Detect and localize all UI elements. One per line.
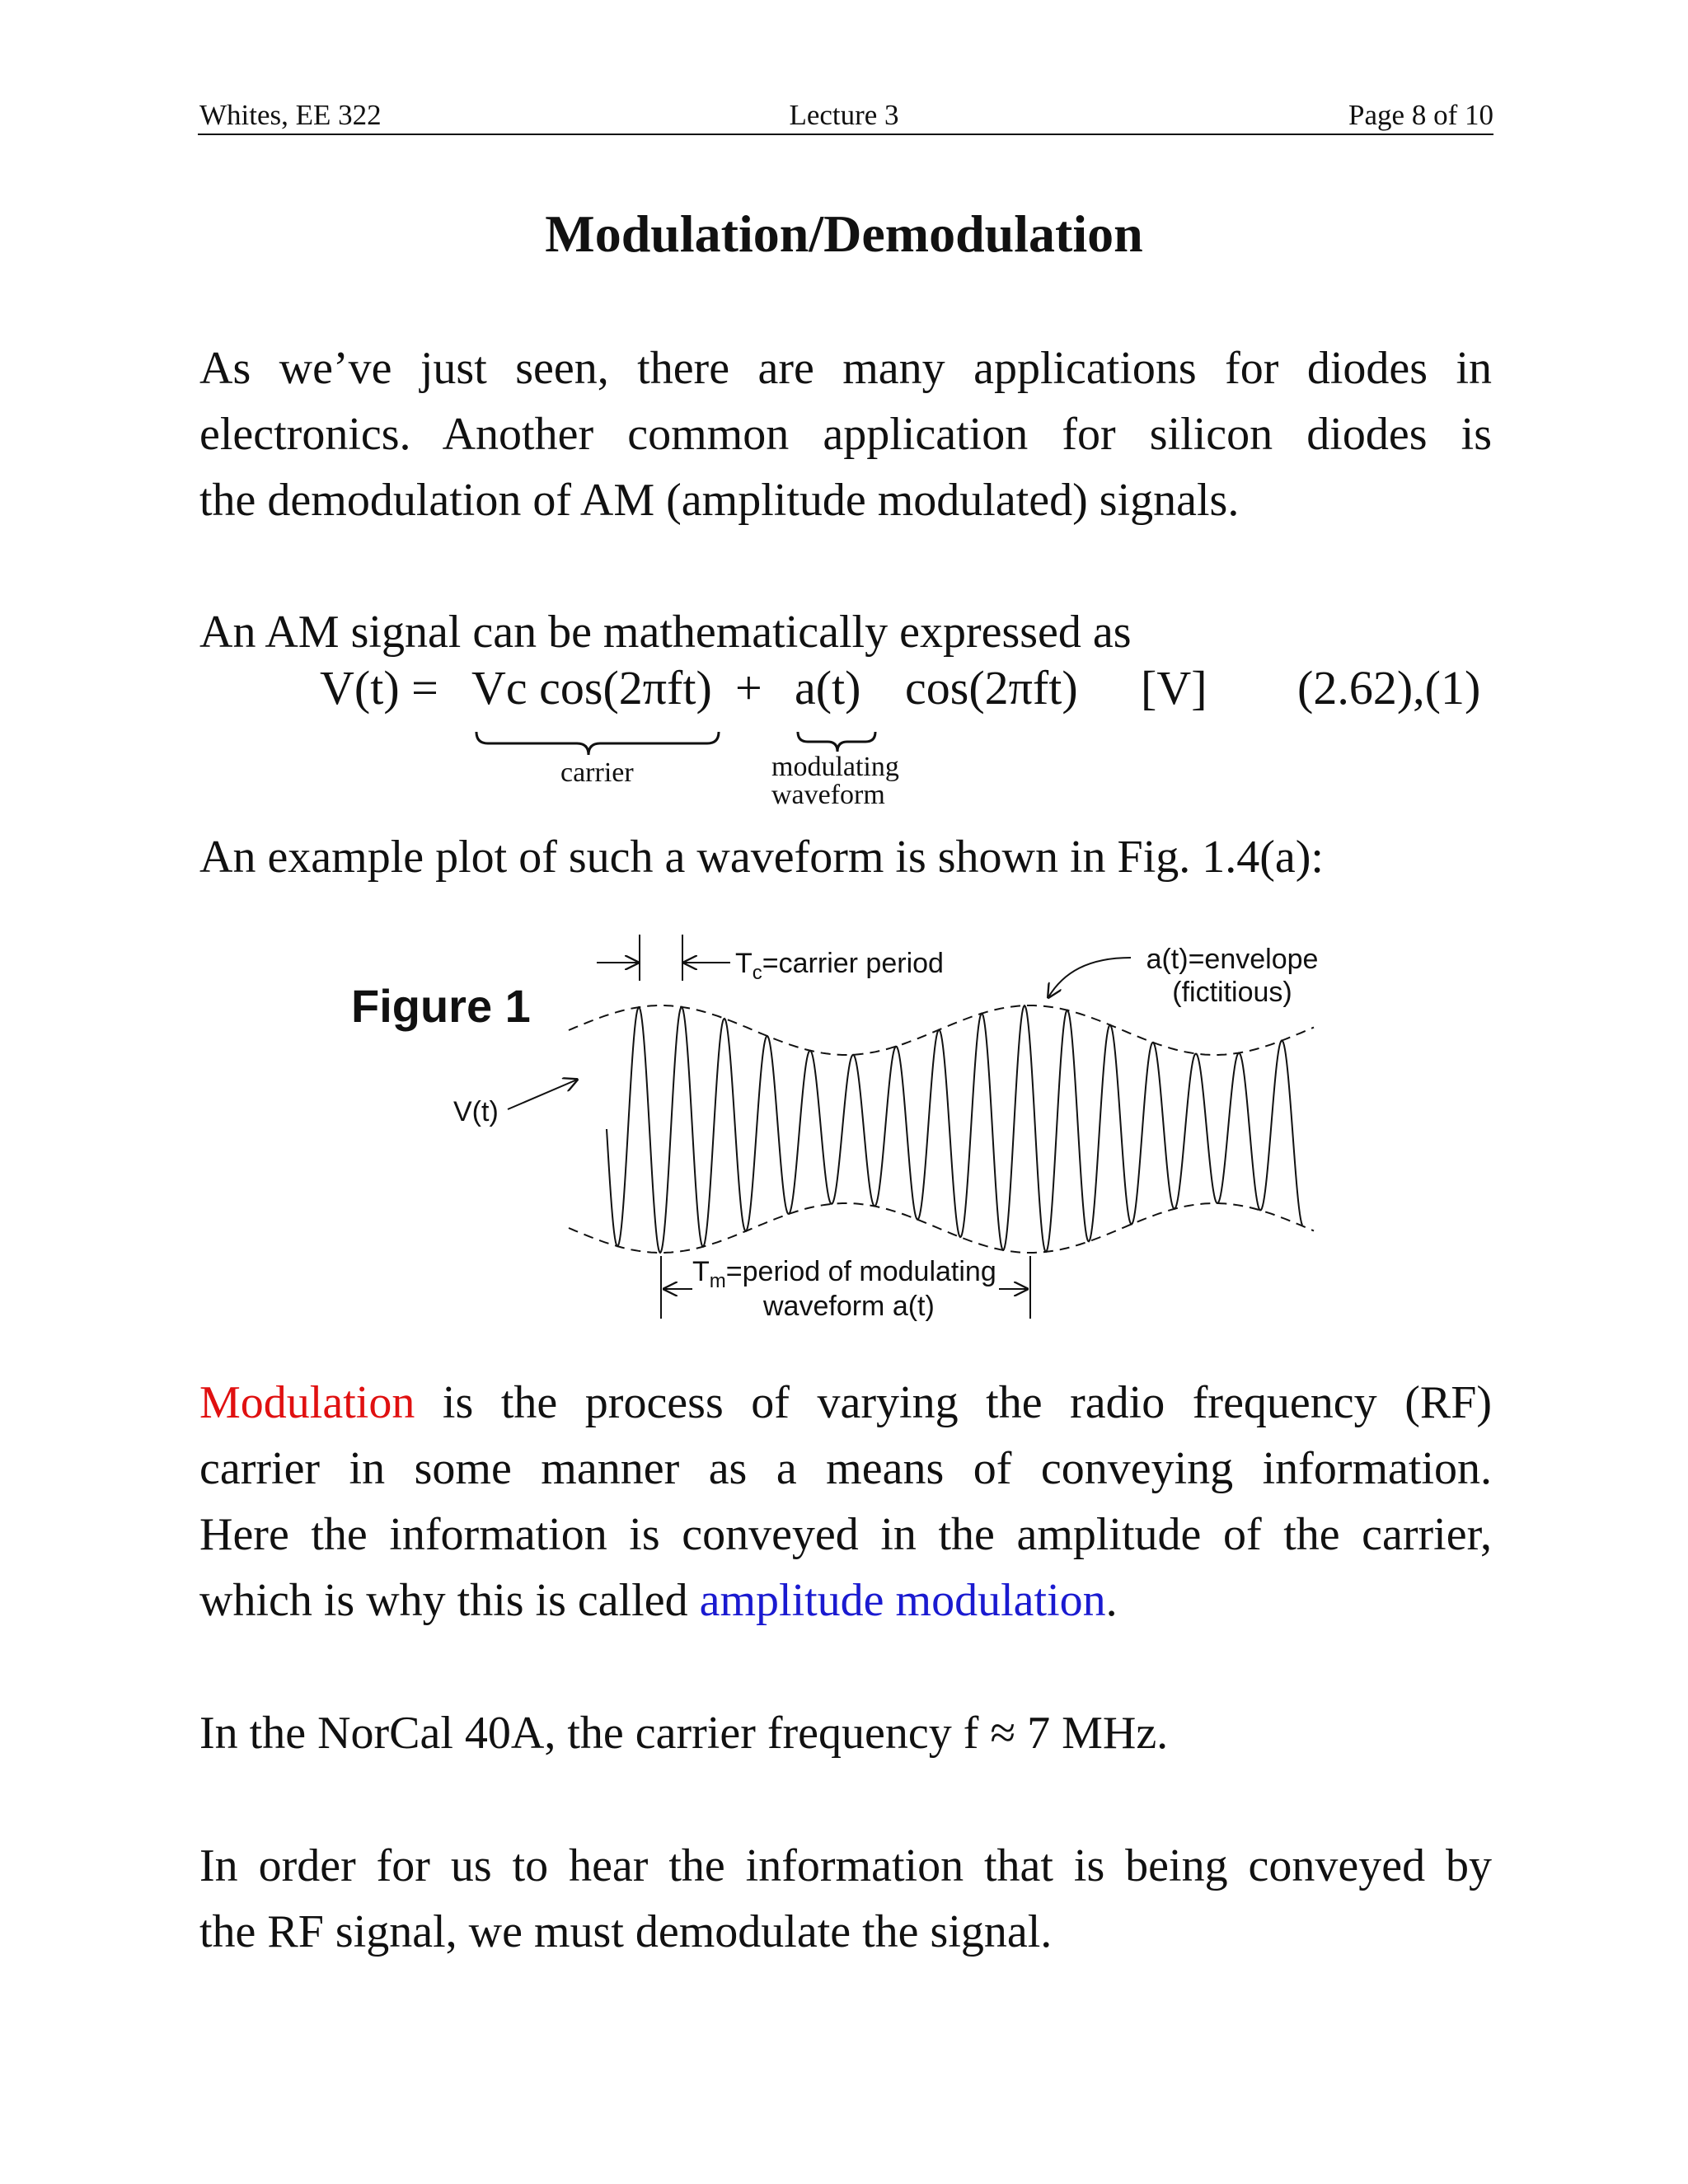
norcal-line: In the NorCal 40A, the carrier frequency f ≈ 7 MHz. bbox=[199, 1708, 1169, 1759]
figure-title: Figure 1 bbox=[351, 980, 531, 1032]
norcal-text bbox=[199, 1700, 1492, 1766]
tc-text: =carrier period bbox=[762, 948, 944, 979]
envelope-label-2: (fictitious) bbox=[1172, 977, 1292, 1008]
equation-number: (2.62),(1) bbox=[1297, 661, 1481, 715]
am-term: amplitude modulation bbox=[699, 1575, 1106, 1626]
modulation-line-3: Here the information is conveyed in the amplitude of the carrier, bbox=[199, 1509, 1492, 1560]
modulation-line-1-rest: is the process of varying the radio frequency (RF) bbox=[415, 1377, 1492, 1428]
header-page-number: Page 8 of 10 bbox=[1348, 99, 1493, 131]
tc-symbol: T bbox=[735, 948, 753, 979]
carrier-label: carrier bbox=[560, 757, 634, 788]
tm-subscript: m bbox=[709, 1269, 726, 1292]
modulation-line-2: carrier in some manner as a means of conveying information. bbox=[199, 1443, 1492, 1494]
equation-unit: [V] bbox=[1141, 661, 1207, 715]
demod-line-1: In order for us to hear the information that is being conveyed by bbox=[199, 1840, 1492, 1891]
modulation-line-1 bbox=[199, 1370, 1492, 1436]
tm-text: =period of modulating bbox=[725, 1256, 996, 1287]
am-intro-line: An AM signal can be mathematically expressed as bbox=[199, 607, 1132, 658]
envelope-upper bbox=[569, 1005, 1314, 1055]
header-course: Whites, EE 322 bbox=[199, 99, 382, 131]
equation-cos-term: cos(2πft) bbox=[905, 661, 1078, 715]
modulation-line-4 bbox=[199, 1568, 1492, 1633]
tm-symbol: T bbox=[692, 1256, 710, 1287]
demodulation-paragraph bbox=[199, 1833, 1492, 1965]
vt-callout-arrow bbox=[508, 1080, 577, 1109]
equation-plus: + bbox=[735, 661, 762, 715]
envelope-callout-arrow bbox=[1048, 958, 1131, 997]
am-carrier-waveform bbox=[607, 1005, 1302, 1253]
mod-period-label-2: waveform a(t) bbox=[763, 1291, 935, 1322]
equation-carrier-term: Vc cos(2πft) bbox=[471, 661, 712, 715]
figure-intro-line: An example plot of such a waveform is shown in Fig. 1.4(a): bbox=[199, 832, 1324, 883]
tc-subscript: c bbox=[752, 961, 762, 984]
intro-line-3: the demodulation of AM (amplitude modulated) signals. bbox=[199, 475, 1240, 526]
modulating-label-1: modulating bbox=[771, 752, 899, 782]
equation-lhs: V(t) = bbox=[320, 661, 438, 715]
modulation-term: Modulation bbox=[199, 1377, 415, 1428]
header-lecture: Lecture 3 bbox=[789, 99, 899, 131]
vt-label: V(t) bbox=[453, 1096, 499, 1127]
intro-line-1: As we’ve just seen, there are many applications for diodes in bbox=[199, 343, 1492, 394]
demod-line-2: the RF signal, we must demodulate the signal. bbox=[199, 1906, 1053, 1957]
equation-mod-term: a(t) bbox=[795, 661, 861, 715]
intro-line-2: electronics. Another common application for silicon diodes is bbox=[199, 409, 1492, 460]
envelope-label-1: a(t)=envelope bbox=[1146, 944, 1319, 975]
modulating-label-2: waveform bbox=[771, 780, 885, 810]
modulation-paragraph bbox=[199, 1370, 1492, 1633]
page-title: Modulation/Demodulation bbox=[545, 204, 1143, 263]
modulation-line-4-start: which is why this is called bbox=[199, 1575, 700, 1626]
envelope-lower bbox=[569, 1203, 1314, 1253]
modulation-line-4-end: . bbox=[1105, 1575, 1118, 1626]
